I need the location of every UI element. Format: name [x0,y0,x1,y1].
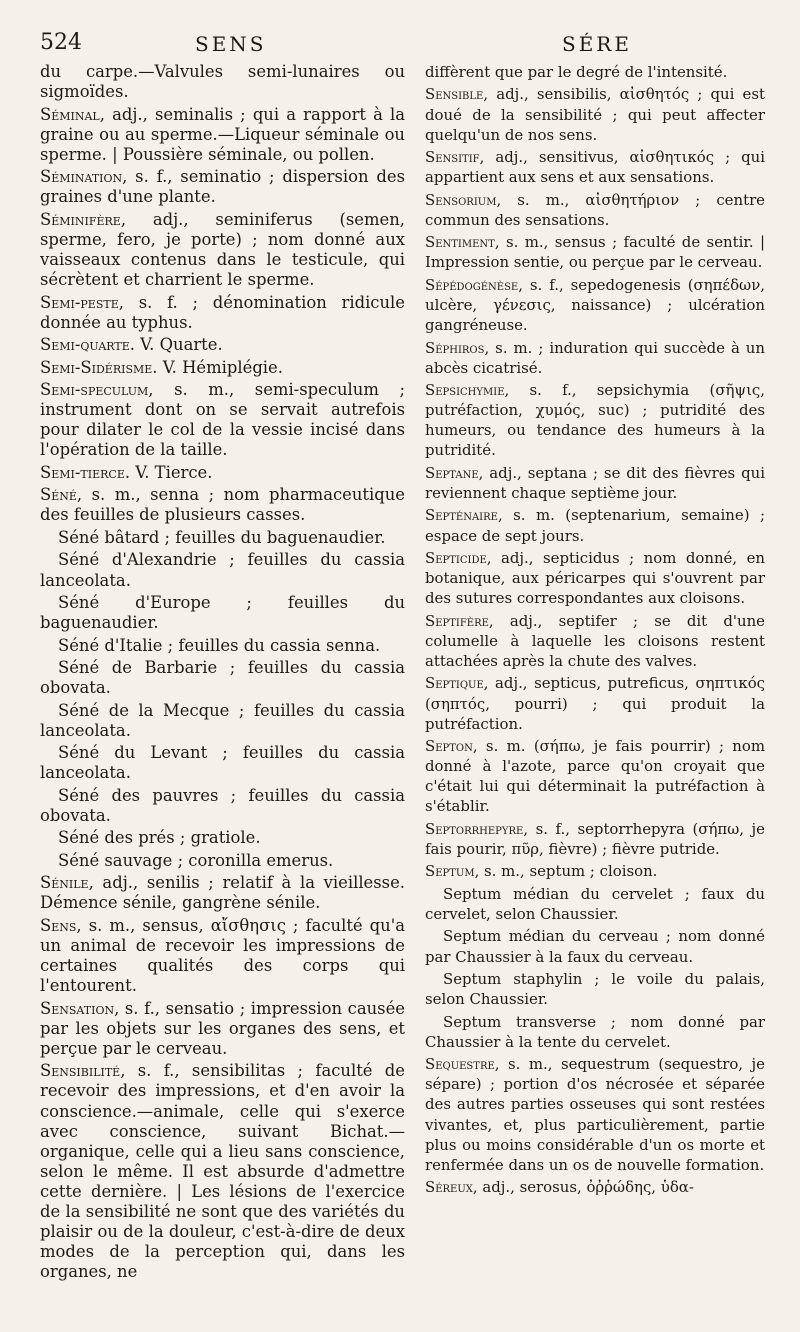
running-head-right: SÉRE [562,32,632,56]
page-number: 524 [40,30,82,55]
entry-headword: Septane [425,463,479,482]
dictionary-entry [425,190,765,230]
dictionary-entry [425,147,765,187]
entry-text: . V. Quarte. [129,335,223,355]
entry-text: , s. m., semi-speculum ; instrument dont on se servait autrefois pour dilater le col de la vessie incisé dans l'opération de la taille. [40,380,405,460]
entry-text: Septum staphylin ; le voile du palais, selon Chaussier. [425,970,765,1009]
entry-headword: Septique [425,674,484,693]
dictionary-entry [425,819,765,859]
dictionary-entry [40,210,405,290]
entry-headword: Sensation [40,998,115,1018]
entry-text: Séné de la Mecque ; feuilles du cassia lanceolata. [40,700,405,740]
entry-text: , adj., senilis ; relatif à la vieillesse. Démence sénile, gangrène sénile. [40,873,405,913]
entry-headword: Septicide [425,549,487,568]
entry-text: , s. f., sepedogenesis (σηπέδων, ulcère, γένεσις, naissance) ; ulcération gangréneuse. [425,275,765,335]
dictionary-entry [40,828,405,848]
dictionary-entry [40,701,405,741]
dictionary-entry [40,380,405,460]
dictionary-entry [425,861,765,881]
entry-text: Séné d'Alexandrie ; feuilles du cassia lanceolata. [40,550,405,590]
entry-headword: Sensitif [425,148,480,167]
dictionary-entry [40,550,405,590]
entry-text: Septum transverse ; nom donné par Chaussier à la tente du cervelet. [425,1012,765,1051]
entry-text: . V. Tierce. [124,462,213,482]
entry-text: , s. m. (σήπω, je fais pourrir) ; nom donné à l'azote, parce qu'on croyait que c'était lui qui déterminait la putréfaction à s'établir. [425,737,765,816]
dictionary-entry [40,167,405,207]
dictionary-entry [40,593,405,633]
entry-text: , s. m., αἰσθητήριον ; centre commun des sensations. [425,190,765,229]
entry-text: , adj., septifer ; se dit d'une columelle à laquelle les cloisons restent attachées après la chute des valves. [425,611,765,670]
entry-headword: Septum [425,862,475,881]
entry-headword: Semi-Sidérisme [40,357,153,377]
entry-headword: Séné [40,485,77,505]
dictionary-entry [425,1012,765,1052]
entry-text: , adj., septicus, putreficus, σηπτικός (σηπτός, pourri) ; qui produit la putréfaction. [425,674,765,733]
entry-headword: Sensible [425,85,484,104]
entry-text: , adj., seminalis ; qui a rapport à la graine ou au sperme.—Liqueur séminale ou sperme. | Poussière séminale, ou pollen. [40,104,405,164]
dictionary-entry [425,736,765,816]
entry-headword: Séminal [40,104,100,124]
dictionary-entry [425,275,765,335]
entry-text: , adj., sensibilis, αἰσθητός ; qui est doué de la sensibilité ; qui peut affecter quelqu'un de nos sens. [425,85,765,144]
entry-headword: Septon [425,737,473,756]
entry-text: , adj., sensitivus, αἰσθητικός ; qui appartient aux sens et aux sensations. [425,148,765,187]
entry-text: . V. Hémiplégie. [152,357,283,377]
entry-text: Séné de Barbarie ; feuilles du cassia obovata. [40,658,405,698]
dictionary-entry [40,873,405,913]
dictionary-entry [425,338,765,378]
entry-text: , adj., seminiferus (semen, sperme, fero, je porte) ; nom donné aux vaisseaux contenus dans le testicule, qui sécrètent et charrient le sperme. [40,209,405,290]
entry-text: Séné du Levant ; feuilles du cassia lanceolata. [40,743,405,783]
entry-text: , s. f. ; dénomination ridicule donnée au typhus. [40,292,405,332]
dictionary-entry [425,62,765,82]
entry-text: Séné bâtard ; feuilles du baguenaudier. [58,527,386,547]
dictionary-entry [40,358,405,378]
dictionary-entry [425,463,765,503]
entry-text: , s. m., septum ; cloison. [474,862,658,881]
entry-text: Séné des pauvres ; feuilles du cassia obovata. [40,785,405,825]
dictionary-entry [425,84,765,144]
entry-text: , adj., septicidus ; nom donné, en botanique, aux péricarpes qui s'ouvrent par des sutures correspondantes aux cloisons. [425,549,765,608]
entry-headword: Semi-peste [40,292,119,312]
entry-text: , adj., septana ; se dit des fièvres qui reviennent chaque septième jour. [425,463,765,502]
dictionary-entry [425,505,765,545]
dictionary-entry [425,673,765,733]
dictionary-entry [40,62,405,102]
dictionary-entry [40,1061,405,1282]
entry-text: Septum médian du cerveau ; nom donné par Chaussier à la faux du cerveau. [425,927,765,966]
entry-text: , s. m. (septenarium, semaine) ; espace de sept jours. [425,506,765,545]
entry-text: diffèrent que par le degré de l'intensité. [425,63,728,81]
entry-headword: Sequestre [425,1055,495,1074]
dictionary-entry [40,485,405,525]
entry-text: du carpe.—Valvules semi-lunaires ou sigmoïdes. [40,62,405,102]
entry-text: Séné d'Europe ; feuilles du baguenaudier. [40,593,405,633]
entry-headword: Sensorium [425,190,497,209]
running-head-left: SENS [195,32,267,56]
dictionary-entry [40,743,405,783]
entry-text: , s. f., septorrhepyra (σήπω, je fais pourir, πῦρ, fièvre) ; fièvre putride. [425,819,765,858]
entry-text: , s. m., sensus ; faculté de sentir. | Impression sentie, ou perçue par le cerveau. [425,233,765,272]
dictionary-entry [40,851,405,871]
entry-headword: Séreux [425,1178,473,1197]
entry-headword: Sentiment [425,233,495,252]
dictionary-entry [40,658,405,698]
dictionary-entry [425,611,765,671]
entry-headword: Semi-quarte [40,335,130,355]
page-header [0,30,800,60]
entry-text: , s. f., sensibilitas ; faculté de recevoir des impressions, et d'en avoir la conscience.—animale, celle qui s'exerce avec conscience, suivant Bichat.—organique, celle qui a lieu sans conscience, selon le même. Il est absurde d'admettre cette dernière. | Les lésions de l'exercice de la sensibilité ne sont que des variétés du plaisir ou de la douleur, c'est-à-dire de deux modes de la perception qui, dans les organes, ne [40,1061,405,1282]
entry-headword: Septifère [425,611,489,630]
dictionary-entry [40,636,405,656]
entry-text: , s. f., seminatio ; dispersion des graines d'une plante. [40,167,405,207]
entry-text: , s. m., sensus, αἴσθησις ; faculté qu'a un animal de recevoir les impressions de certaines qualités des corps qui l'entourent. [40,915,405,996]
dictionary-entry [40,105,405,165]
entry-headword: Semi-tierce [40,462,125,482]
entry-headword: Sémination [40,167,123,187]
dictionary-entry [40,786,405,826]
entry-headword: Septorrhepyre [425,819,524,838]
entry-headword: Semi-speculum [40,380,149,400]
dictionary-entry [425,232,765,272]
entry-text: , s. f., sepsichymia (σῆψις, putréfaction, χυμός, suc) ; putridité des humeurs, ou tendance des humeurs à la putridité. [425,381,765,460]
entry-text: , s. f., sensatio ; impression causée par les objets sur les organes des sens, et perçue par le cerveau. [40,998,405,1058]
dictionary-entry [425,926,765,966]
entry-text: Séné d'Italie ; feuilles du cassia senna. [58,635,381,655]
entry-text: , adj., serosus, ὀῤῥώδης, ὑδα- [472,1178,694,1197]
entry-headword: Séminifère [40,209,121,229]
right-column [425,62,765,1200]
dictionary-entry [40,528,405,548]
entry-headword: Sénile [40,873,89,893]
entry-text: Septum médian du cervelet ; faux du cervelet, selon Chaussier. [425,884,765,923]
dictionary-entry [40,916,405,996]
entry-headword: Sepsichymie [425,381,505,400]
entry-headword: Séphiros [425,338,485,357]
entry-text: Séné des prés ; gratiole. [58,828,261,848]
entry-headword: Sépédogénèse [425,275,519,294]
dictionary-entry [425,548,765,608]
dictionary-entry [425,380,765,460]
dictionary-entry [425,1054,765,1175]
dictionary-entry [425,969,765,1009]
dictionary-entry [40,463,405,483]
entry-text: , s. m., sequestrum (sequestro, je sépare) ; portion d'os nécrosée et séparée des autres parties osseuses qui sont restées vivantes, et, plus particulièrement, partie plus ou moins considérable d'un os morte et renfermée dans un os de nouvelle formation. [425,1055,765,1174]
dictionary-entry [425,884,765,924]
entry-text: Séné sauvage ; coronilla emerus. [58,850,334,870]
dictionary-entry [40,335,405,355]
left-column [40,62,405,1285]
entry-headword: Sensibilité [40,1061,121,1081]
entry-text: , s. m., senna ; nom pharmaceutique des feuilles de plusieurs casses. [40,485,405,525]
entry-headword: Septénaire [425,506,498,525]
dictionary-entry [425,1177,765,1197]
entry-text: , s. m. ; induration qui succède à un abcès cicatrisé. [425,338,765,377]
dictionary-entry [40,999,405,1059]
entry-headword: Sens [40,915,77,935]
dictionary-entry [40,293,405,333]
